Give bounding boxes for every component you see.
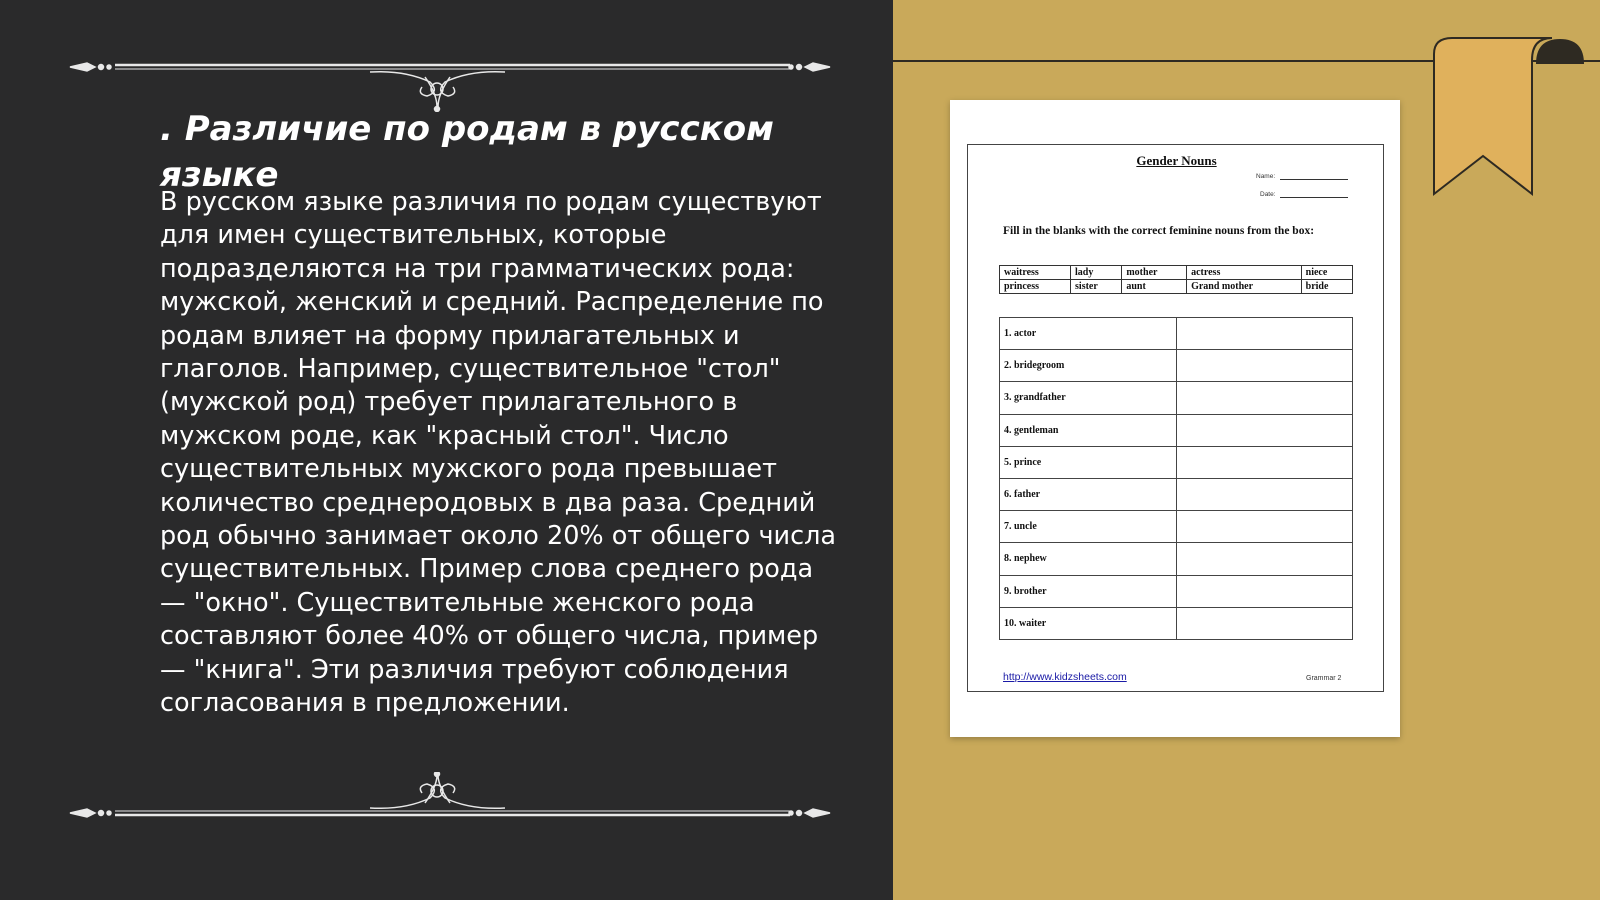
answer-blank: [1177, 607, 1353, 639]
bottom-ornament-divider: [65, 772, 835, 832]
word-box-cell: princess: [1000, 280, 1071, 294]
word-box-row: [1000, 280, 1353, 294]
table-row: [1000, 318, 1353, 350]
answer-blank: [1177, 414, 1353, 446]
word-box-cell: niece: [1301, 266, 1352, 280]
word-box-cell: waitress: [1000, 266, 1071, 280]
item-label: 3. grandfather: [1000, 382, 1177, 414]
item-label: 10. waiter: [1000, 607, 1177, 639]
name-label: Name:: [1256, 173, 1276, 180]
name-blank: [1280, 179, 1348, 180]
table-row: [1000, 350, 1353, 382]
word-box-cell: mother: [1122, 266, 1187, 280]
worksheet-image: [950, 100, 1400, 737]
top-ornament-divider: [65, 52, 835, 112]
answer-blank: [1177, 511, 1353, 543]
worksheet-frame: [967, 144, 1384, 692]
answer-blank: [1177, 446, 1353, 478]
worksheet-instructions: Fill in the blanks with the correct feminine nouns from the box:: [1003, 225, 1315, 237]
date-label: Date:: [1260, 191, 1276, 198]
word-box-cell: lady: [1071, 266, 1122, 280]
slide-title: . Различие по родам в русском языке: [160, 109, 774, 195]
item-label: 5. prince: [1000, 446, 1177, 478]
table-row: [1000, 543, 1353, 575]
answer-blank: [1177, 575, 1353, 607]
item-label: 7. uncle: [1000, 511, 1177, 543]
table-row: [1000, 478, 1353, 510]
item-label: 6. father: [1000, 478, 1177, 510]
item-label: 1. actor: [1000, 318, 1177, 350]
answer-blank: [1177, 543, 1353, 575]
table-row: [1000, 607, 1353, 639]
word-box-cell: aunt: [1122, 280, 1187, 294]
table-row: [1000, 414, 1353, 446]
answer-blank: [1177, 318, 1353, 350]
worksheet-footer: Grammar 2: [1306, 675, 1342, 682]
item-label: 4. gentleman: [1000, 414, 1177, 446]
date-blank: [1280, 197, 1348, 198]
answer-table: [999, 317, 1353, 640]
word-box-cell: actress: [1187, 266, 1302, 280]
table-row: [1000, 511, 1353, 543]
answer-blank: [1177, 350, 1353, 382]
table-row: [1000, 575, 1353, 607]
table-row: [1000, 382, 1353, 414]
item-label: 2. bridegroom: [1000, 350, 1177, 382]
worksheet-link[interactable]: http://www.kidzsheets.com: [1003, 671, 1127, 683]
word-box-cell: sister: [1071, 280, 1122, 294]
slide-body-text: В русском языке различия по родам существуют для имен существительных, которые подразделяются на три грамматических рода: мужской, женский и средний. Распределение по родам влияет на форму прилагательных и глаголов. Например, существительное "стол" (мужской род) требует прилагательного в мужском роде, как "красный стол". Число существительных мужского рода превышает количество среднеродовых в два раза. Средний род обычно занимает около 20% от общего числа существительных. Пример слова среднего рода — "окно". Существительные женского рода составляют более 40% от общего числа, пример — "книга". Эти различия требуют соблюдения согласования в предложении.: [160, 187, 837, 719]
word-box-cell: Grand mother: [1187, 280, 1302, 294]
table-row: [1000, 446, 1353, 478]
item-label: 8. nephew: [1000, 543, 1177, 575]
worksheet-title: Gender Nouns: [1136, 153, 1217, 168]
item-label: 9. brother: [1000, 575, 1177, 607]
bookmark-ribbon-icon: [1432, 34, 1600, 204]
word-box: [999, 265, 1353, 294]
word-box-cell: bride: [1301, 280, 1352, 294]
answer-blank: [1177, 478, 1353, 510]
answer-blank: [1177, 382, 1353, 414]
word-box-row: [1000, 266, 1353, 280]
